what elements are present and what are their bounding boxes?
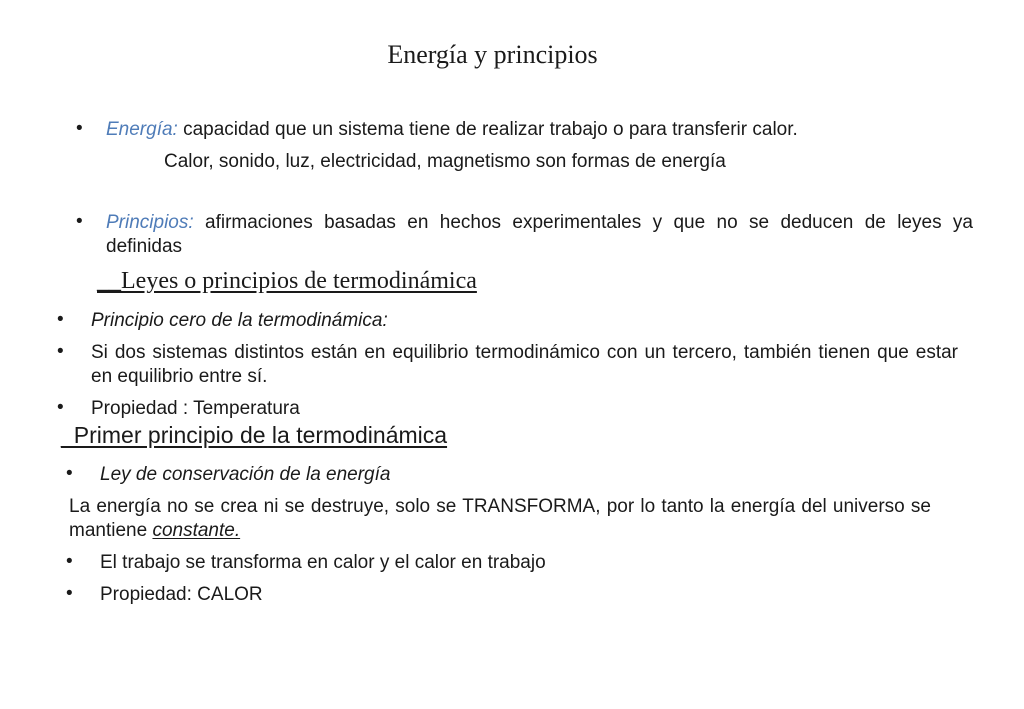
conservacion-statement <box>69 495 931 543</box>
conservacion-text: La energía no se crea ni se destruye, solo se TRANSFORMA, por lo tanto la energía del universo se mantiene <box>69 496 931 541</box>
principio-cero: Principio cero de la termodinámica: <box>91 310 388 331</box>
constante-emphasis: constante. <box>152 520 241 541</box>
primer-principio-heading: _Primer principio de la termodinámica <box>61 422 448 448</box>
principios-term: Principios: <box>106 212 194 233</box>
propiedad-calor: Propiedad: CALOR <box>100 584 263 605</box>
bullet-marker: • <box>66 583 73 604</box>
principio-cero-statement: Si dos sistemas distintos están en equilibrio termodinámico con un tercero, también tienen que estar en equilibrio entre sí. <box>91 342 958 387</box>
bullet-marker: • <box>76 211 83 232</box>
energia-term: Energía: <box>106 119 178 140</box>
energia-forms: Calor, sonido, luz, electricidad, magnetismo son formas de energía <box>164 151 726 172</box>
trabajo-calor: El trabajo se transforma en calor y el calor en trabajo <box>100 552 546 573</box>
bullet-marker: • <box>66 463 73 484</box>
bullet-marker: • <box>57 397 64 418</box>
ley-conservacion: Ley de conservación de la energía <box>100 464 391 485</box>
bullet-marker: • <box>57 341 64 362</box>
page-title: Energía y principios <box>387 40 598 69</box>
principios-text: afirmaciones basadas en hechos experimentales y que no se deducen de leyes ya definidas <box>106 212 973 257</box>
energia-text: capacidad que un sistema tiene de realizar trabajo o para transferir calor. <box>177 119 798 140</box>
bullet-marker: • <box>76 118 83 139</box>
propiedad-temperatura: Propiedad : Temperatura <box>91 398 300 419</box>
bullet-marker: • <box>66 551 73 572</box>
principios-definition <box>106 211 973 259</box>
bullet-marker: • <box>57 309 64 330</box>
energia-definition <box>106 118 986 142</box>
leyes-heading: __Leyes o principios de termodinámica <box>97 268 477 294</box>
